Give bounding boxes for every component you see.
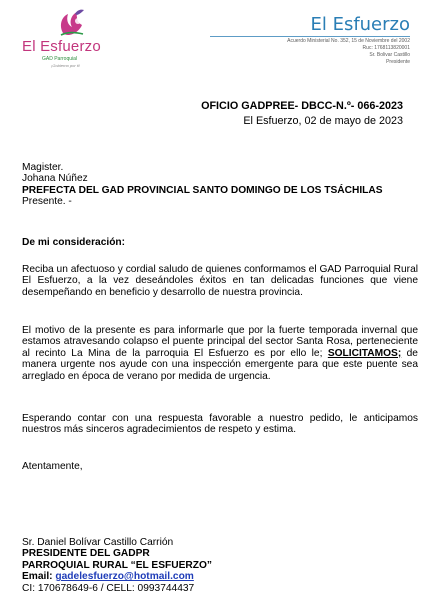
letterhead-line: Acuerdo Ministerial No. 352, 15 de Noviembre del 2002: [287, 38, 410, 44]
recipient-position: PREFECTA DEL GAD PROVINCIAL SANTO DOMINGO DE LOS TSÁCHILAS: [22, 184, 383, 196]
signature-block: [22, 537, 418, 594]
logo-subtitle: GAD Parroquial: [42, 56, 78, 62]
office-number: OFICIO GADPREE- DBCC-N.º- 066-2023: [201, 100, 403, 112]
letterhead-details: [287, 38, 410, 66]
email-label: Email:: [22, 571, 53, 583]
signer-name: Sr. Daniel Bolívar Castillo Carrión: [22, 537, 174, 548]
request-text: El motivo de la presente es para informarle que por la fuerte temporada invernal que estamos atravesando colapso el puente principal del sector Santa Rosa, perteneciente al recinto La Mina de la parroquia El Esfuerzo es por ello le;: [22, 325, 418, 359]
parish-logo-icon: [55, 6, 89, 38]
recipient-name: Johana Núñez: [22, 173, 88, 185]
paragraph-intro: Reciba un afectuoso y cordial saludo de quienes conformamos el GAD Parroquial Rural El Esfuerzo, a la vez deseándoles éxitos en tan delicadas funciones que viene desempeñando en beneficio y desarrollo de nuestra provincia.: [22, 264, 418, 298]
email-link[interactable]: gadelesfuerzo@hotmail.com: [55, 571, 194, 583]
document-reference: [201, 99, 403, 129]
letterhead-title: El Esfuerzo: [310, 14, 410, 35]
recipient-block: [22, 162, 418, 208]
greeting: De mi consideración:: [22, 237, 126, 248]
letterhead-divider: [210, 36, 410, 37]
signer-contact: CI: 170678649-6 / CELL: 0993744437: [22, 582, 195, 594]
signer-email-line: [22, 571, 418, 582]
request-continuation: de manera urgente nos ayude con una inspección emergente para que este puente sea arreglado en época de verano por medida de urgencia.: [22, 347, 418, 382]
paragraph-closing: Esperando contar con una respuesta favorable a nuestro pedido, le anticipamos nuestros más sinceros agradecimientos de respeto y estima.: [22, 413, 418, 436]
paragraph-request: [22, 325, 418, 382]
letterhead-line: Ruc: 1768113820001: [362, 45, 410, 51]
logo-name: El Esfuerzo: [22, 38, 101, 55]
request-emphasis: SOLICITAMOS;: [327, 347, 402, 359]
closing: Atentamente,: [22, 461, 83, 472]
place-date: El Esfuerzo, 02 de mayo de 2023: [243, 115, 403, 127]
letterhead-line: Sr. Bolivar Castillo: [369, 52, 410, 58]
recipient-presente: Presente. -: [22, 196, 72, 208]
letterhead-line: Presidente: [386, 59, 410, 65]
signer-role: PRESIDENTE DEL GADPR: [22, 548, 150, 560]
signer-institution: PARROQUIAL RURAL “EL ESFUERZO”: [22, 559, 212, 571]
logo-tagline: ¡Gobierno por ti!: [51, 63, 80, 68]
recipient-title: Magister.: [22, 162, 64, 173]
